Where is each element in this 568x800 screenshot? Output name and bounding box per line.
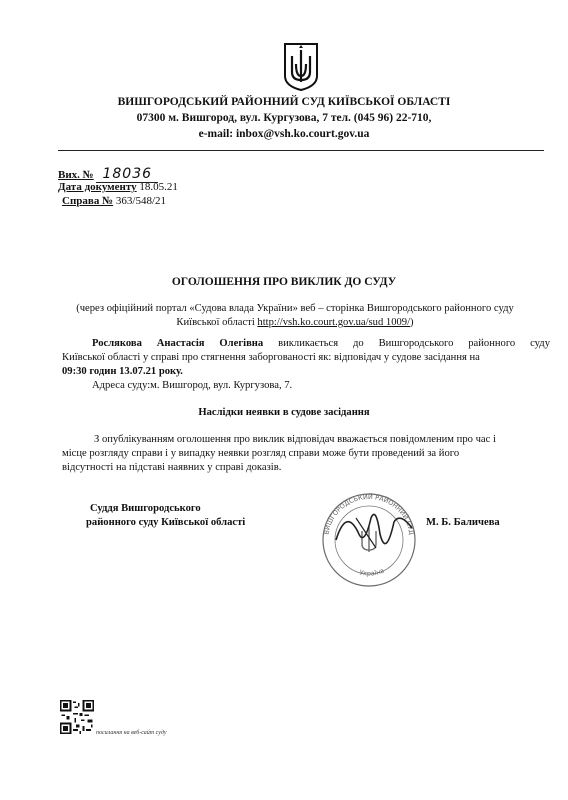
seal-bottom-text: Україна: [358, 566, 386, 578]
portal-link[interactable]: http://vsh.ko.court.gov.ua/sud 1009/: [257, 317, 411, 328]
portal-line-1: (через офіційний портал «Судова влада України» веб – сторінка Вишгородського районного суду: [76, 303, 514, 314]
court-address: 07300 м. Вишгород, вул. Кургузова, 7 тел. (045 96) 22-710,: [136, 112, 432, 124]
date-label: Дата документу: [58, 181, 137, 193]
court-name: ВИШГОРОДСЬКИЙ РАЙОННИЙ СУД КИЇВСЬКОЇ ОБЛАСТІ: [117, 96, 451, 108]
qr-caption: посилання на веб-сайт суду: [96, 730, 167, 736]
outgoing-label: Вих. №: [58, 169, 94, 181]
outgoing-number: [58, 166, 158, 182]
notice-title: ОГОЛОШЕННЯ ПРО ВИКЛИК ДО СУДУ: [171, 276, 397, 288]
document-date: [58, 181, 178, 193]
defendant-name: Рослякова Анастасія Олегівна: [92, 338, 264, 349]
court-hearing-address: Адреса суду:м. Вишгород, вул. Кургузова, 7.: [92, 380, 293, 391]
portal-line-2-prefix: Київської області: [176, 317, 258, 328]
portal-note: [40, 302, 550, 330]
portal-line-2-suffix: ): [410, 317, 414, 328]
court-seal: [316, 488, 422, 588]
summons-line-2: Київської області у справі про стягнення заборгованості як: відповідач у судове засідання на: [62, 352, 480, 363]
consequences-paragraph: [62, 433, 550, 475]
judge-title-line-2: районного суду Київської області: [86, 517, 246, 528]
outgoing-number-value: 18036: [96, 166, 158, 183]
summons-paragraph: [62, 337, 550, 393]
judge-title-line-1: Суддя Вишгородського: [90, 503, 201, 514]
case-value: 363/548/21: [115, 195, 167, 207]
cons-line-1: З опублікуванням оголошення про виклик відповідач вважається повідомленим про час і: [94, 434, 496, 445]
cons-line-2: місце розгляду справи і у випадку неявки розгляд справи може бути проведений за його: [62, 448, 460, 459]
cons-line-3: відсутності на підставі наявних у справі доказів.: [62, 462, 282, 473]
summons-line-1-rest: викликається до Вишгородського районного суду: [263, 338, 550, 349]
case-number: [62, 195, 166, 207]
trident-emblem: [283, 42, 319, 92]
court-email: e-mail: inbox@vsh.ko.court.gov.ua: [198, 128, 370, 140]
seal-top-text: ВИШГОРОДСЬКИЙ РАЙОННИЙ СУД: [322, 492, 416, 536]
header-divider: [58, 150, 544, 151]
handwritten-signature: [336, 514, 412, 543]
summons-line-1: [62, 337, 550, 351]
hearing-time: 09:30 годин 13.07.21 року.: [62, 366, 183, 377]
case-label: Справа №: [62, 195, 114, 207]
judge-name: М. Б. Баличева: [426, 517, 500, 528]
qr-code[interactable]: [60, 700, 94, 734]
date-value: 18.05.21: [139, 181, 178, 193]
portal-line-2: [40, 316, 550, 330]
consequences-title: Наслідки неявки в судове засідання: [198, 407, 370, 418]
